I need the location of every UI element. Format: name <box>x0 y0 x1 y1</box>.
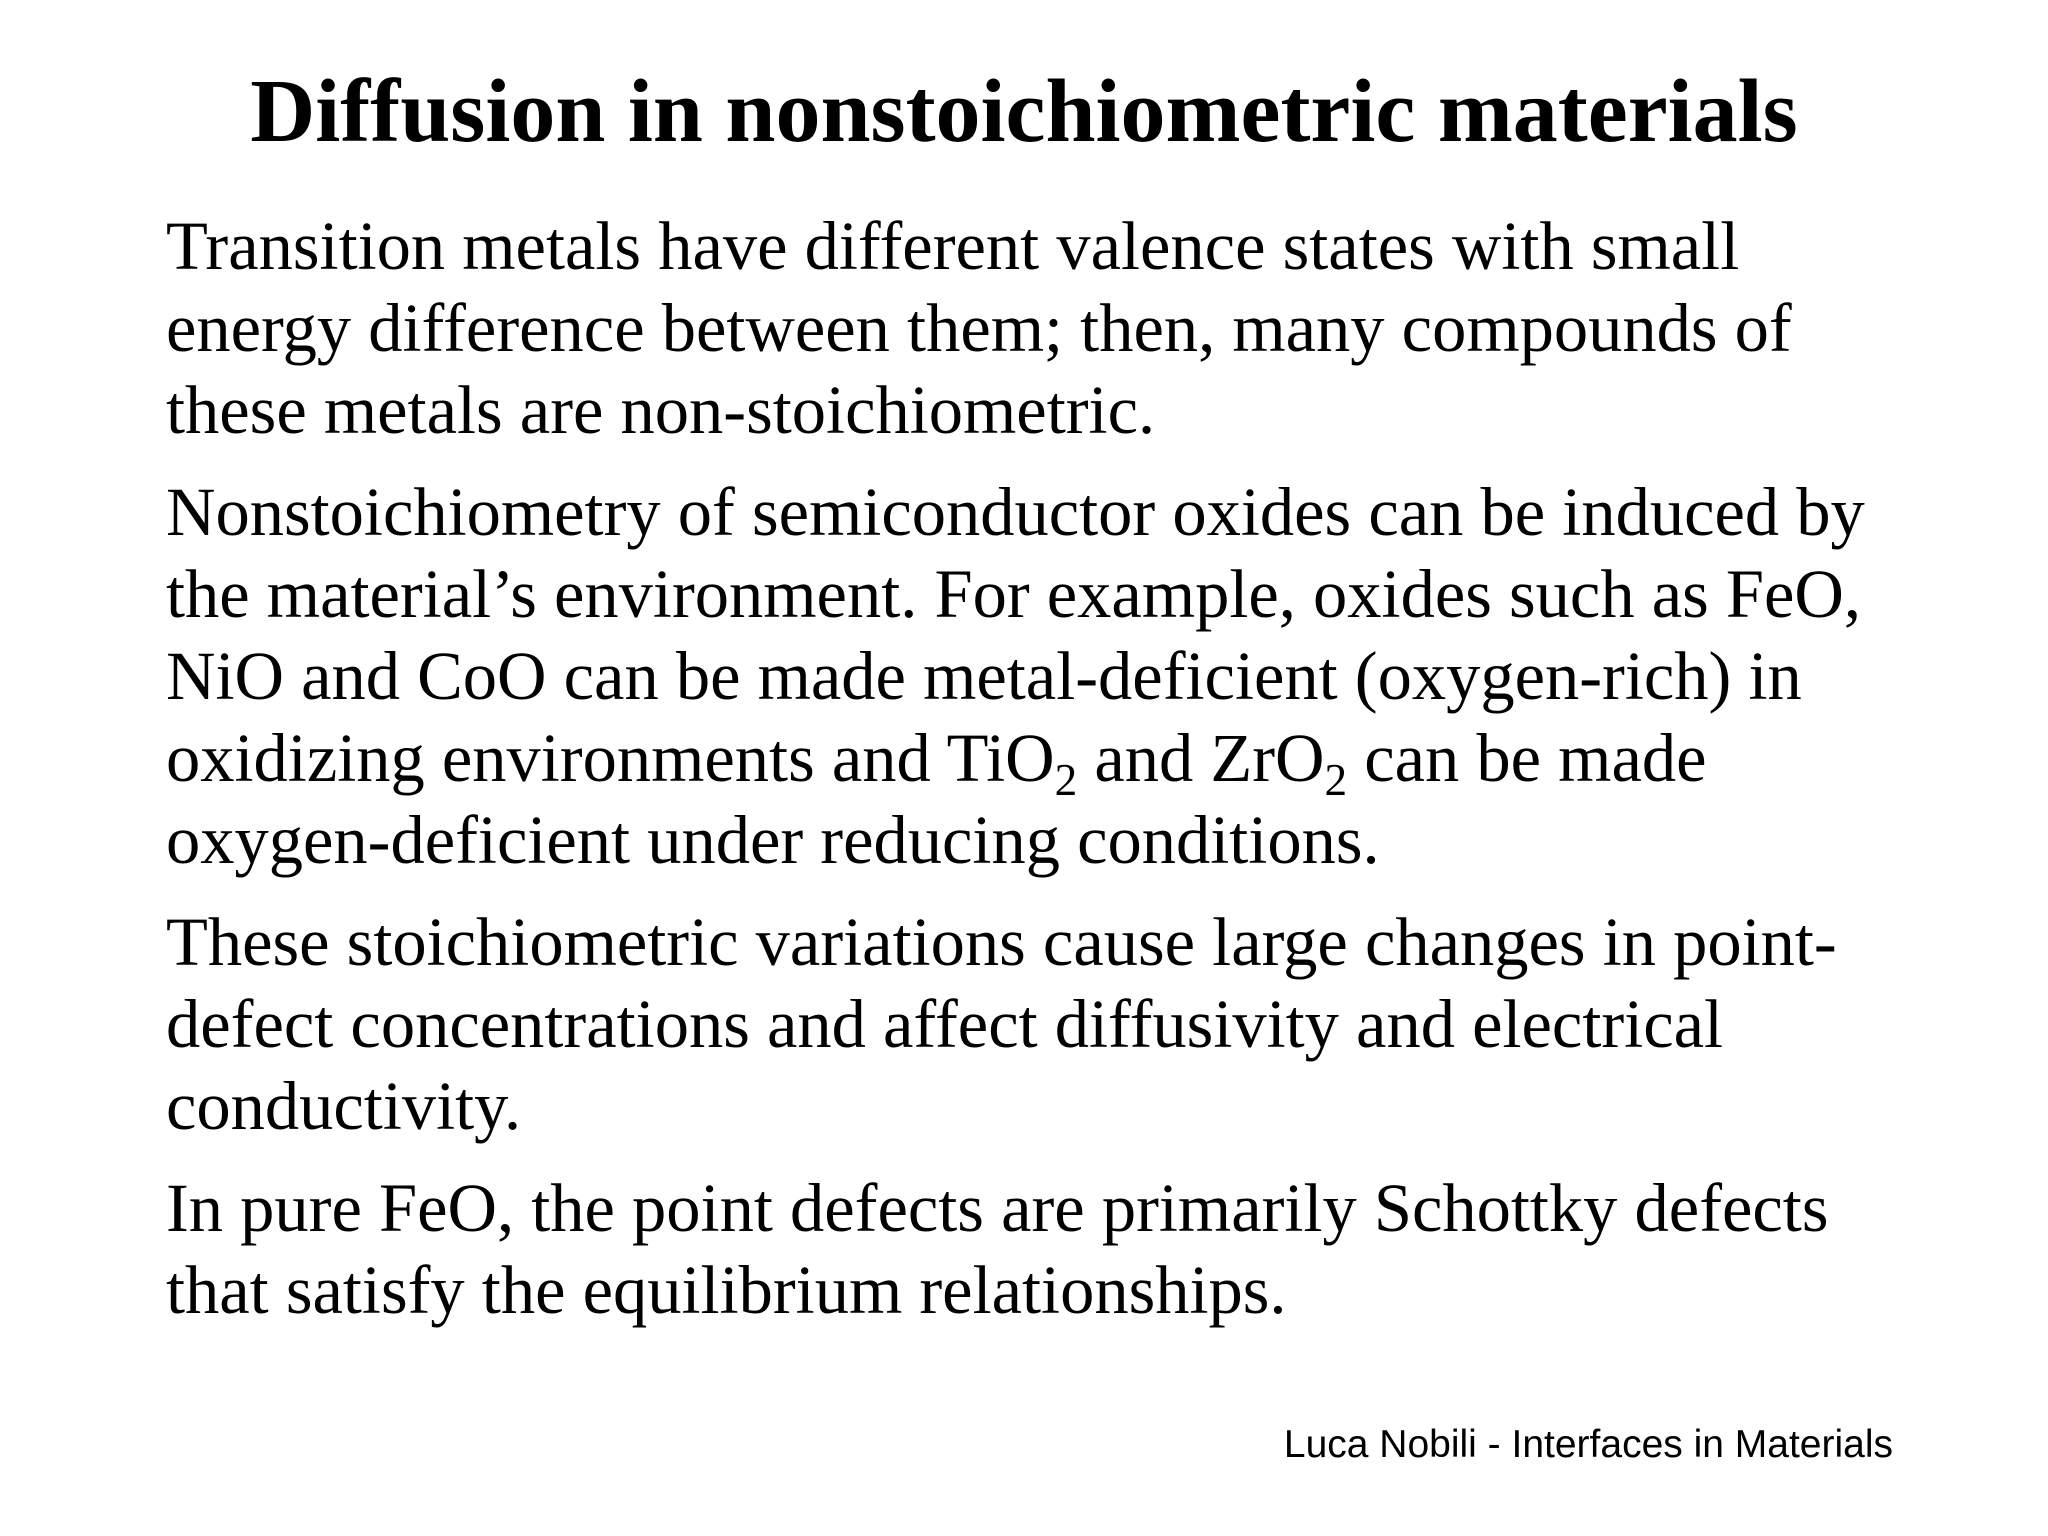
slide-body <box>166 205 1906 1351</box>
text-line: these metals are non-stoichiometric. <box>166 372 1156 448</box>
text-line: These stoichiometric variations cause large changes in point- <box>166 904 1837 980</box>
subscript-tio2: 2 <box>1054 754 1078 805</box>
paragraph-pure-feo <box>166 1167 1906 1331</box>
text-segment: and ZrO <box>1077 720 1325 796</box>
subscript-zro2: 2 <box>1324 754 1348 805</box>
slide-footer: Luca Nobili - Interfaces in Materials <box>1283 1423 1893 1466</box>
paragraph-stoichiometric-variations <box>166 901 1906 1147</box>
slide-title: Diffusion in nonstoichiometric materials <box>250 62 1798 161</box>
text-line: the material’s environment. For example, oxides such as FeO, <box>166 556 1861 632</box>
text-line: In pure FeO, the point defects are primarily Schottky defects <box>166 1170 1829 1246</box>
text-line: defect concentrations and affect diffusivity and electrical <box>166 986 1724 1062</box>
text-line: NiO and CoO can be made metal-deficient (oxygen-rich) in <box>166 638 1802 714</box>
text-line: that satisfy the equilibrium relationships. <box>166 1252 1287 1328</box>
text-segment: can be made <box>1347 720 1707 796</box>
text-line-formulas <box>166 717 1906 805</box>
text-line: Nonstoichiometry of semiconductor oxides can be induced by <box>166 474 1865 550</box>
text-line: Transition metals have different valence states with small <box>166 208 1740 284</box>
paragraph-transition-metals <box>166 205 1906 451</box>
paragraph-nonstoichiometry <box>166 471 1906 881</box>
text-line: conductivity. <box>166 1068 522 1144</box>
text-segment: oxidizing environments and TiO <box>166 720 1055 796</box>
text-line: oxygen-deficient under reducing conditions. <box>166 802 1380 878</box>
text-line: energy difference between them; then, many compounds of <box>166 290 1792 366</box>
